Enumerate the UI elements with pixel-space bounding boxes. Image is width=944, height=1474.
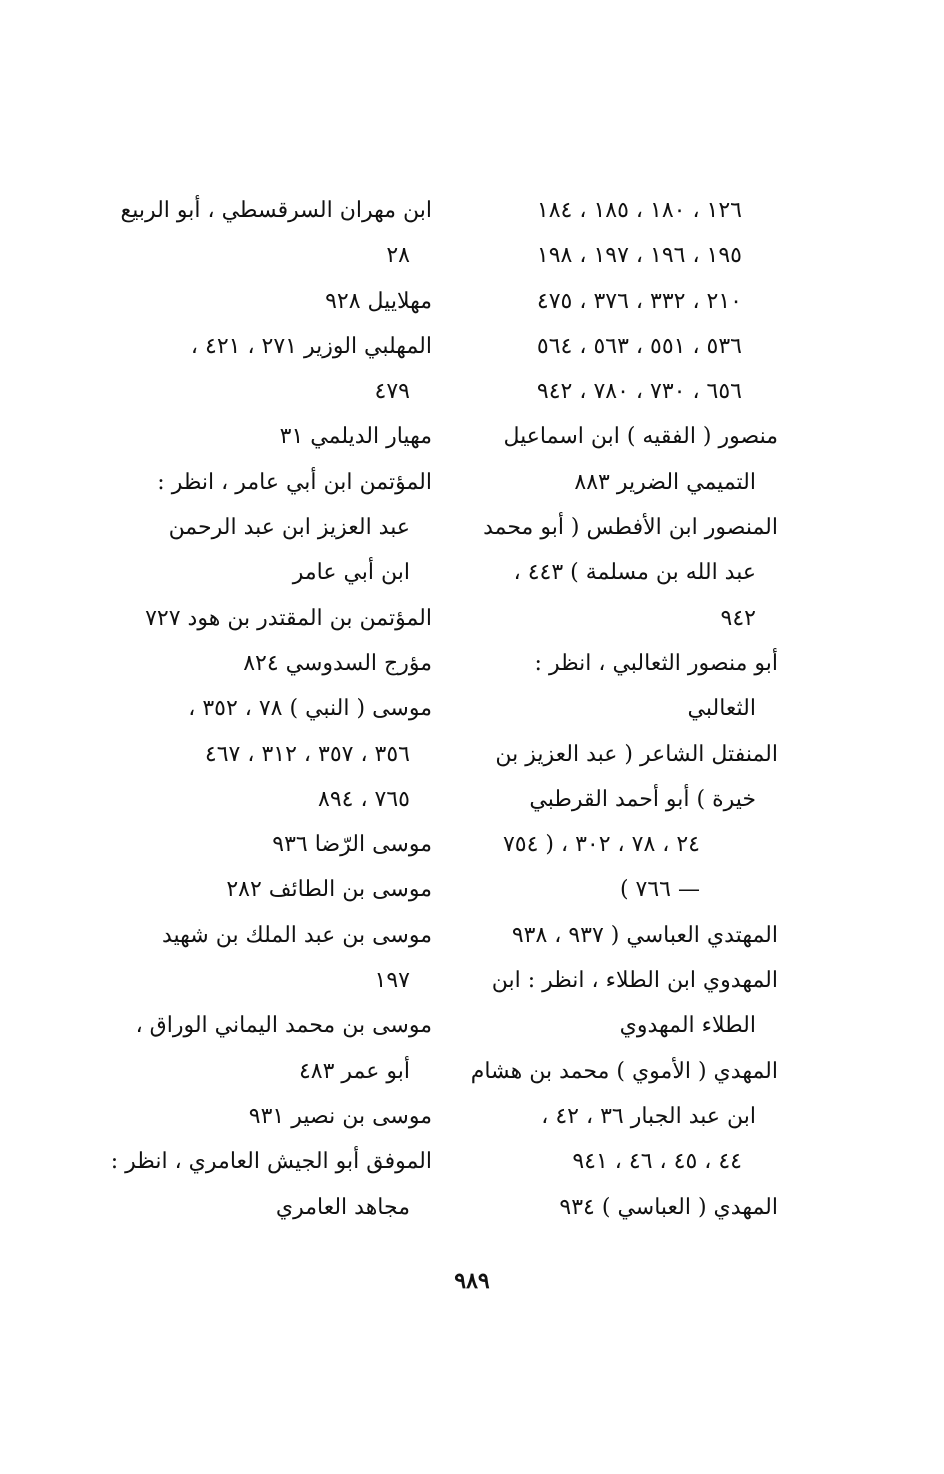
index-entry: المنصور ابن الأفطس ( أبو محمد bbox=[483, 515, 778, 541]
index-entry-continuation: الثعالبي bbox=[687, 696, 756, 722]
index-entry: موسى الرّضا ٩٣٦ bbox=[272, 832, 432, 858]
index-entry-continuation: عبد العزيز ابن عبد الرحمن bbox=[168, 515, 410, 541]
index-entry-continuation: أبو عمر ٤٨٣ bbox=[298, 1058, 410, 1084]
index-entry: ابن مهران السرقسطي ، أبو الربيع bbox=[120, 198, 432, 223]
index-entry-continuation: ٢٨ bbox=[386, 243, 410, 269]
index-entry-continuation: التميمي الضرير ٨٨٣ bbox=[574, 469, 756, 495]
index-entry-continuation: ٦٥٦ ، ٧٣٠ ، ٧٨٠ ، ٩٤٢ bbox=[536, 379, 742, 405]
index-entry-continuation: عبد الله بن مسلمة ) ٤٤٣ ، bbox=[513, 560, 756, 586]
index-column-right bbox=[468, 188, 778, 1230]
index-entry-continuation: ٢٤ ، ٧٨ ، ٣٠٢ ، ( ٧٥٤ bbox=[502, 832, 700, 858]
index-entry-continuation: ٤٧٩ bbox=[374, 379, 410, 405]
index-entry-continuation: خيرة ) أبو أحمد القرطبي bbox=[529, 786, 756, 812]
index-entry: المهدوي ابن الطلاء ، انظر : ابن bbox=[491, 968, 778, 994]
index-entry-continuation: — ٧٦٦ ) bbox=[619, 877, 700, 903]
index-entry-continuation: ٤٤ ، ٤٥ ، ٤٦ ، ٩٤١ bbox=[572, 1149, 742, 1175]
index-entry: أبو منصور الثعالبي ، انظر : bbox=[534, 650, 778, 676]
index-entry-continuation: ٩٤٢ bbox=[720, 605, 756, 631]
index-column-left bbox=[102, 188, 432, 1230]
index-entry: موسى بن عبد الملك بن شهيد bbox=[161, 922, 432, 948]
index-entry: المؤتمن ابن أبي عامر ، انظر : bbox=[157, 469, 432, 495]
index-entry: منصور ( الفقيه ) ابن اسماعيل bbox=[503, 424, 778, 450]
index-entry: المنفتل الشاعر ( عبد العزيز بن bbox=[495, 741, 778, 767]
index-entry: المهتدي العباسي ( ٩٣٧ ، ٩٣٨ bbox=[511, 922, 778, 948]
index-entry: موسى بن الطائف ٢٨٢ bbox=[226, 877, 432, 903]
index-entry-continuation: ٢١٠ ، ٣٣٢ ، ٣٧٦ ، ٤٧٥ bbox=[536, 288, 742, 314]
index-entry-continuation: ابن عبد الجبار ٣٦ ، ٤٢ ، bbox=[541, 1103, 756, 1129]
index-entry: موسى ( النبي ) ٧٨ ، ٣٥٢ ، bbox=[188, 696, 432, 722]
index-entry-continuation: ١٢٦ ، ١٨٠ ، ١٨٥ ، ١٨٤ bbox=[536, 198, 742, 223]
index-entry-continuation: ٧٦٥ ، ٨٩٤ bbox=[318, 786, 410, 812]
index-entry: مهلاييل ٩٢٨ bbox=[325, 288, 432, 314]
index-entry-continuation: مجاهد العامري bbox=[275, 1194, 410, 1220]
index-entry: الموفق أبو الجيش العامري ، انظر : bbox=[110, 1149, 432, 1175]
index-entry: المهدي ( الأموي ) محمد بن هشام bbox=[470, 1058, 778, 1084]
index-entry-continuation: ٥٣٦ ، ٥٥١ ، ٥٦٣ ، ٥٦٤ bbox=[536, 333, 742, 359]
index-entry: موسى بن نصير ٩٣١ bbox=[248, 1103, 432, 1129]
index-entry: مهيار الديلمي ٣١ bbox=[279, 424, 432, 450]
index-entry-continuation: ١٩٧ bbox=[374, 968, 410, 994]
index-entry-continuation: ابن أبي عامر bbox=[292, 560, 410, 586]
index-entry: موسى بن محمد اليماني الوراق ، bbox=[135, 1013, 432, 1039]
index-entry: مؤرج السدوسي ٨٢٤ bbox=[243, 650, 432, 676]
index-entry: المهلبي الوزير ٢٧١ ، ٤٢١ ، bbox=[190, 333, 432, 359]
index-entry-continuation: الطلاء المهدوي bbox=[619, 1013, 756, 1039]
index-entry-continuation: ١٩٥ ، ١٩٦ ، ١٩٧ ، ١٩٨ bbox=[536, 243, 742, 269]
index-entry: المهدي ( العباسي ) ٩٣٤ bbox=[559, 1194, 778, 1220]
index-entry-continuation: ٣٥٦ ، ٣٥٧ ، ٣١٢ ، ٤٦٧ bbox=[204, 741, 410, 767]
page-number: ٩٨٩ bbox=[454, 1268, 490, 1294]
index-entry: المؤتمن بن المقتدر بن هود ٧٢٧ bbox=[145, 605, 432, 631]
